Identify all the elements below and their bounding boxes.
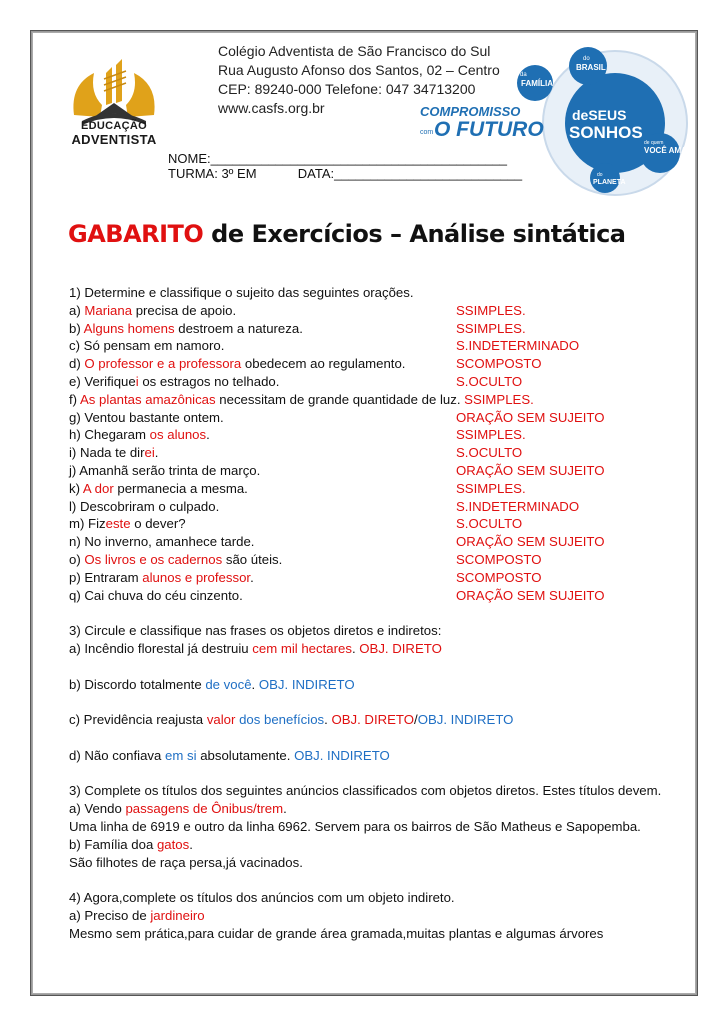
highlighted-text: OBJ. DIRETO — [359, 640, 442, 656]
subject-item — [69, 551, 699, 569]
subject-item — [69, 391, 699, 409]
text-segment: permanecia a mesma. — [113, 480, 248, 496]
text-segment: f) — [69, 391, 80, 407]
data-field[interactable]: DATA:__________________________ — [297, 166, 523, 181]
school-name: Colégio Adventista de São Francisco do Sul — [218, 43, 491, 59]
text-segment: são úteis. — [222, 551, 283, 567]
subject-item — [69, 480, 699, 498]
spacer — [69, 765, 699, 783]
text-segment: . — [324, 712, 332, 728]
text-segment: absolutamente. — [196, 747, 295, 763]
ad-line — [69, 854, 699, 872]
text-segment: g) Ventou bastante ontem. — [69, 409, 224, 425]
nome-field[interactable]: NOME:_________________________________________ — [168, 151, 508, 166]
text-segment: a) Vendo — [69, 801, 126, 817]
subject-item — [69, 409, 699, 427]
badge-familia: FAMÍLIA — [521, 79, 553, 88]
spacer — [69, 729, 699, 747]
badge-planeta-pre: do — [597, 172, 603, 178]
text-segment: e) Verifique — [69, 373, 136, 389]
badge-familia-pre: da — [520, 72, 527, 78]
text-segment: c) Só pensam em namoro. — [69, 338, 225, 354]
ad-line — [69, 836, 699, 854]
text-segment: precisa de apoio. — [132, 302, 237, 318]
answer-label: ORAÇÃO SEM SUJEITO — [456, 587, 605, 603]
highlighted-text: As plantas amazônicas — [80, 391, 216, 407]
highlighted-text: Os livros e os cadernos — [84, 551, 223, 567]
subject-item — [69, 302, 699, 320]
text-segment: d) Não confiava — [69, 747, 166, 763]
subject-item — [69, 320, 699, 338]
highlighted-text: valor — [206, 712, 236, 728]
answer-label: SSIMPLES. — [456, 427, 526, 443]
highlighted-text: jardineiro — [150, 907, 205, 923]
subject-item — [69, 515, 699, 533]
text-segment: a) Preciso de — [69, 907, 151, 923]
school-website: www.casfs.org.br — [218, 100, 325, 116]
text-segment: d) — [69, 356, 85, 372]
section4-heading: 4) Agora,complete os títulos dos anúncios com um objeto indireto. — [69, 890, 455, 906]
spacer — [69, 693, 699, 711]
badge-futuro: O FUTURO — [434, 118, 544, 141]
subject-item — [69, 462, 699, 480]
subject-item — [69, 533, 699, 551]
answer-label: S.INDETERMINADO — [456, 338, 580, 354]
answer-label: S.OCULTO — [456, 373, 523, 389]
subject-item — [69, 587, 699, 605]
text-segment: obedecem ao regulamento. — [241, 356, 406, 372]
text-segment: . — [283, 801, 287, 817]
text-segment: . — [351, 640, 360, 656]
section3b-heading: 3) Complete os títulos dos seguintes anúncios classificados com objetos diretos. Estes títulos devem. — [69, 783, 662, 799]
badge-sonhos: SONHOS — [569, 123, 643, 142]
badge-voce: VOCÊ AMA — [644, 146, 687, 155]
text-segment: m) Fiz — [69, 516, 106, 532]
answer-label: SSIMPLES. — [456, 480, 526, 496]
badge-de-seus: deSEUS — [572, 107, 627, 123]
text-segment: Mesmo sem prática,para cuidar de grande área gramada,muitas plantas e algumas árvores — [69, 925, 604, 941]
text-segment: o) — [69, 551, 85, 567]
answer-label: SSIMPLES. — [456, 302, 526, 318]
text-segment: p) Entraram — [69, 569, 143, 585]
badge-planeta: PLANETA — [593, 179, 626, 186]
object-item — [69, 711, 699, 729]
text-segment: c) Previdência reajusta — [69, 712, 207, 728]
text-segment: j) Amanhã serão trinta de março. — [69, 462, 261, 478]
answer-label: ORAÇÃO SEM SUJEITO — [456, 409, 605, 425]
highlighted-text: Mariana — [84, 302, 133, 318]
highlighted-text: alunos e professor — [142, 569, 251, 585]
turma-field[interactable]: TURMA: 3º EM — [168, 166, 257, 181]
text-segment: destroem a natureza. — [174, 320, 303, 336]
subject-item — [69, 498, 699, 516]
section1-heading: 1) Determine e classifique o sujeito das seguintes orações. — [69, 285, 414, 300]
answer-label: S.OCULTO — [456, 516, 523, 532]
object-item — [69, 747, 699, 765]
subject-item — [69, 426, 699, 444]
subject-item — [69, 373, 699, 391]
highlighted-text: os alunos — [149, 427, 207, 443]
highlighted-text: este — [105, 516, 131, 532]
text-segment: i) Nada te dir — [69, 445, 145, 461]
badge-voce-pre: de quem — [644, 140, 664, 146]
highlighted-text: gatos — [156, 836, 190, 852]
text-segment: l) Descobriram o culpado. — [69, 498, 220, 514]
highlighted-text: Alguns homens — [83, 320, 175, 336]
ad-line — [69, 800, 699, 818]
spacer — [69, 604, 699, 622]
turma-data-row — [168, 166, 522, 181]
highlighted-text: cem mil hectares — [252, 640, 352, 656]
title-gabarito: GABARITO — [68, 220, 204, 248]
exercise-content — [69, 284, 699, 942]
answer-label: SSIMPLES. — [456, 320, 526, 336]
ad-line — [69, 818, 699, 836]
badge-brasil: BRASIL — [576, 63, 606, 72]
highlighted-text: ei — [144, 445, 155, 461]
answer-label: S.OCULTO — [456, 445, 523, 461]
badge-compromisso: COMPROMISSO — [420, 104, 521, 119]
highlighted-text: OBJ. INDIRETO — [417, 712, 514, 728]
logo-line-2: ADVENTISTA — [71, 132, 157, 147]
text-segment: . — [251, 676, 259, 692]
answer-label: SCOMPOSTO — [456, 356, 542, 372]
text-segment: os estragos no telhado. — [138, 373, 280, 389]
highlighted-text: A dor — [82, 480, 114, 496]
answer-label: ORAÇÃO SEM SUJEITO — [456, 534, 605, 550]
ad-line — [69, 907, 699, 925]
highlighted-text: de você — [205, 676, 252, 692]
object-item — [69, 676, 699, 694]
subject-item — [69, 337, 699, 355]
spacer — [69, 658, 699, 676]
subject-item — [69, 444, 699, 462]
text-segment: b) Família doa — [69, 836, 157, 852]
highlighted-text: passagens de Ônibus/trem — [125, 801, 284, 817]
text-segment: Uma linha de 6919 e outro da linha 6962. Servem para os bairros de São Matheus e Sapopemba. — [69, 818, 641, 834]
badge-brasil-pre: do — [583, 56, 590, 62]
section3-heading: 3) Circule e classifique nas frases os objetos diretos e indiretos: — [69, 623, 442, 639]
text-segment: k) — [69, 480, 83, 496]
text-segment: b) Discordo totalmente — [69, 676, 206, 692]
text-segment: São filhotes de raça persa,já vacinados. — [69, 854, 303, 870]
school-address: Rua Augusto Afonso dos Santos, 02 – Centro — [218, 62, 500, 78]
object-item — [69, 640, 699, 658]
highlighted-text: OBJ. INDIRETO — [294, 747, 390, 763]
highlighted-text: dos benefícios — [239, 712, 325, 728]
school-phone: CEP: 89240-000 Telefone: 047 34713200 — [218, 81, 476, 97]
page-title — [68, 220, 626, 248]
text-segment: . — [189, 836, 193, 852]
text-segment: . — [154, 445, 159, 461]
text-segment: h) Chegaram — [69, 427, 150, 443]
logo-text — [64, 120, 164, 146]
answer-label: S.INDETERMINADO — [456, 498, 580, 514]
text-segment: n) No inverno, amanhece tarde. — [69, 534, 255, 550]
title-rest: de Exercícios – Análise sintática — [203, 220, 626, 248]
subject-item — [69, 569, 699, 587]
text-segment: b) — [69, 320, 84, 336]
highlighted-text: SSIMPLES. — [464, 391, 534, 407]
highlighted-text: O professor e a professora — [84, 356, 242, 372]
badge-com: com — [420, 129, 434, 136]
subject-item — [69, 355, 699, 373]
spacer — [69, 871, 699, 889]
ad-line — [69, 925, 699, 943]
text-segment: . — [250, 569, 254, 585]
text-segment: o dever? — [130, 516, 186, 532]
text-segment: / — [414, 712, 418, 728]
logo-line-1: EDUCAÇÃO — [81, 120, 147, 132]
text-segment: q) Cai chuva do céu cinzento. — [69, 587, 243, 603]
answer-label: SCOMPOSTO — [456, 551, 542, 567]
answer-label: SCOMPOSTO — [456, 569, 542, 585]
text-segment: a) — [69, 302, 85, 318]
text-segment: necessitam de grande quantidade de luz. — [215, 391, 465, 407]
answer-label: ORAÇÃO SEM SUJEITO — [456, 462, 605, 478]
student-form — [168, 151, 522, 181]
text-segment: . — [206, 427, 210, 443]
text-segment: a) Incêndio florestal já destruiu — [69, 640, 253, 656]
highlighted-text: i — [135, 373, 139, 389]
highlighted-text: OBJ. DIRETO — [331, 712, 415, 728]
highlighted-text: OBJ. INDIRETO — [258, 676, 355, 692]
highlighted-text: em si — [165, 747, 197, 763]
